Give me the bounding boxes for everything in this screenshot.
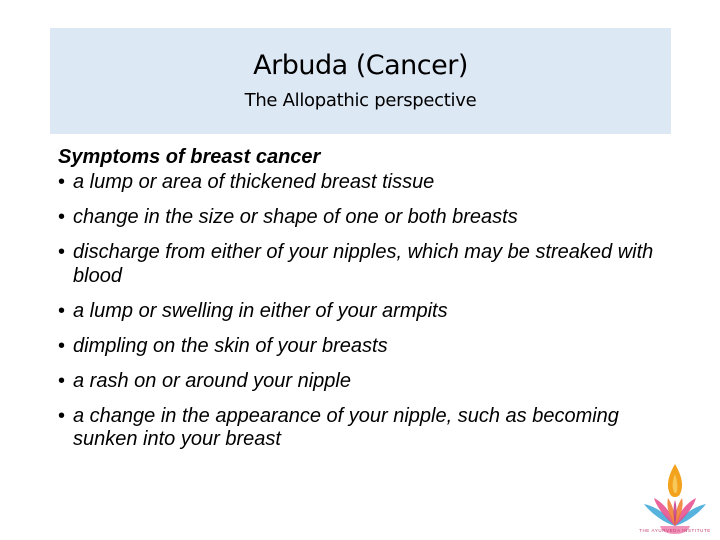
slide-subtitle: The Allopathic perspective [244, 90, 477, 111]
bullet-icon: • [58, 404, 66, 427]
symptoms-list [58, 171, 658, 452]
bullet-icon: • [58, 369, 66, 392]
list-item-text: a lump or swelling in either of your armpits [73, 299, 448, 322]
list-item [58, 241, 658, 288]
symptoms-heading: Symptoms of breast cancer [58, 146, 321, 168]
list-item [58, 206, 658, 230]
list-item [58, 335, 658, 359]
list-item-text: a rash on or around your nipple [73, 369, 351, 392]
bullet-icon: • [58, 206, 66, 228]
bullet-icon: • [58, 171, 66, 193]
slide-title: Arbuda (Cancer) [253, 50, 468, 81]
logo-text: THE AYURVEDA INSTITUTE [639, 528, 711, 533]
title-banner [50, 28, 671, 134]
list-item-text: a lump or area of thickened breast tissue [73, 171, 435, 193]
list-item [58, 300, 658, 324]
list-item-text: change in the size or shape of one or both breasts [73, 206, 518, 228]
list-item [58, 405, 658, 452]
bullet-icon: • [58, 299, 66, 322]
list-item [58, 370, 658, 394]
list-item-text: a change in the appearance of your nipple, such as becoming sunken into your breast [73, 404, 619, 450]
list-item [58, 171, 658, 195]
list-item-text: discharge from either of your nipples, which may be streaked with blood [73, 241, 654, 287]
list-item-text: dimpling on the skin of your breasts [73, 334, 388, 357]
bullet-icon: • [58, 334, 66, 357]
lotus-petals [644, 498, 706, 526]
bullet-icon: • [58, 241, 66, 263]
symptoms-section [58, 146, 658, 463]
lamp-lotus-logo-icon [640, 462, 710, 538]
